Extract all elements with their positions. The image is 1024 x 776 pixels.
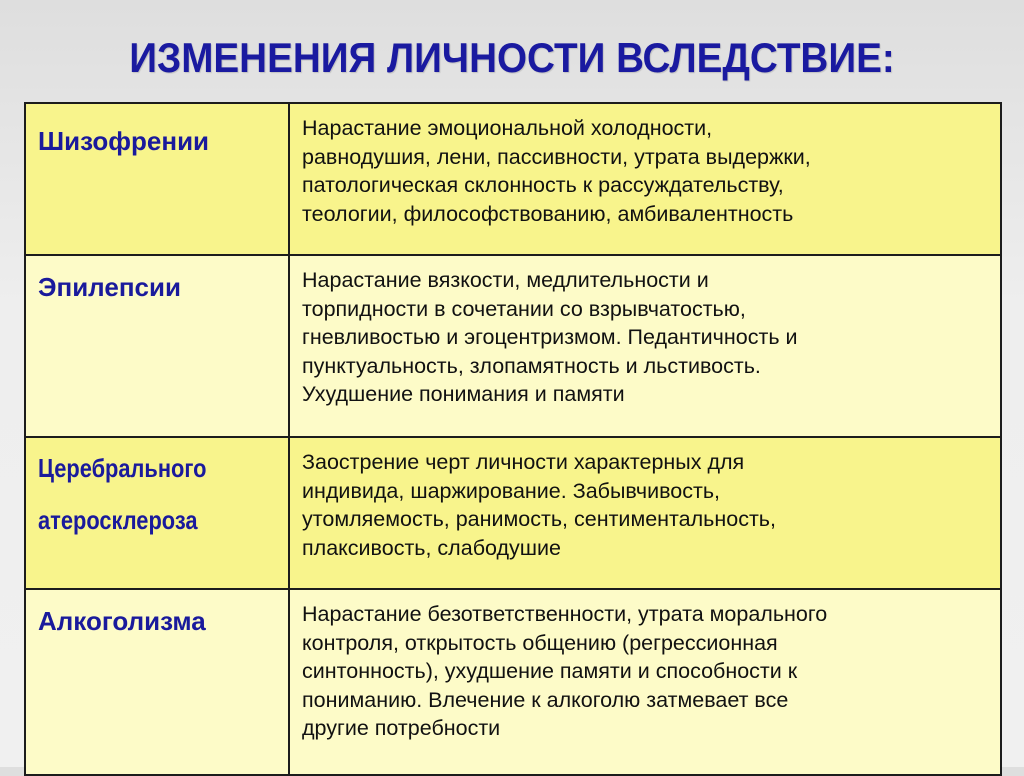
description-cell <box>289 255 1001 437</box>
disease-name-cell <box>25 437 289 589</box>
personality-changes-table <box>24 102 1002 776</box>
description-cell <box>289 589 1001 775</box>
disease-name: Алкоголизма <box>38 606 206 636</box>
table-row <box>25 103 1001 255</box>
disease-name-cell <box>25 103 289 255</box>
table-row <box>25 255 1001 437</box>
description-cell <box>289 437 1001 589</box>
disease-name-cell <box>25 255 289 437</box>
slide-title: ИЗМЕНЕНИЯ ЛИЧНОСТИ ВСЛЕДСТВИЕ: <box>129 34 895 81</box>
disease-name-cell <box>25 589 289 775</box>
description-cell <box>289 103 1001 255</box>
table-row <box>25 589 1001 775</box>
description-text: Нарастание вязкости, медлительности и торпидности в сочетании со взрывчатостью, гневливостью и эгоцентризмом. Педантичность и пунктуальность, злопамятность и льстивость. Ухудшение понимания и памяти <box>302 268 798 406</box>
description-text: Заострение черт личности характерных для индивида, шаржирование. Забывчивость, утомляемость, ранимость, сентиментальность, плаксивость, слабодушие <box>302 450 776 560</box>
description-text: Нарастание безответственности, утрата морального контроля, открытость общению (регрессионная синтонность), ухудшение памяти и способности к пониманию. Влечение к алкоголю затмевает все другие потребности <box>302 602 828 740</box>
disease-name: Шизофрении <box>38 126 210 156</box>
disease-name-line1: Церебрального <box>38 453 207 483</box>
disease-name-line2: атеросклероза <box>38 505 198 535</box>
description-text: Нарастание эмоциональной холодности, равнодушия, лени, пассивности, утрата выдержки, патологическая склонность к рассуждательству, теологии, философствованию, амбивалентность <box>302 116 811 226</box>
table-row <box>25 437 1001 589</box>
disease-name: Эпилепсии <box>38 272 181 302</box>
